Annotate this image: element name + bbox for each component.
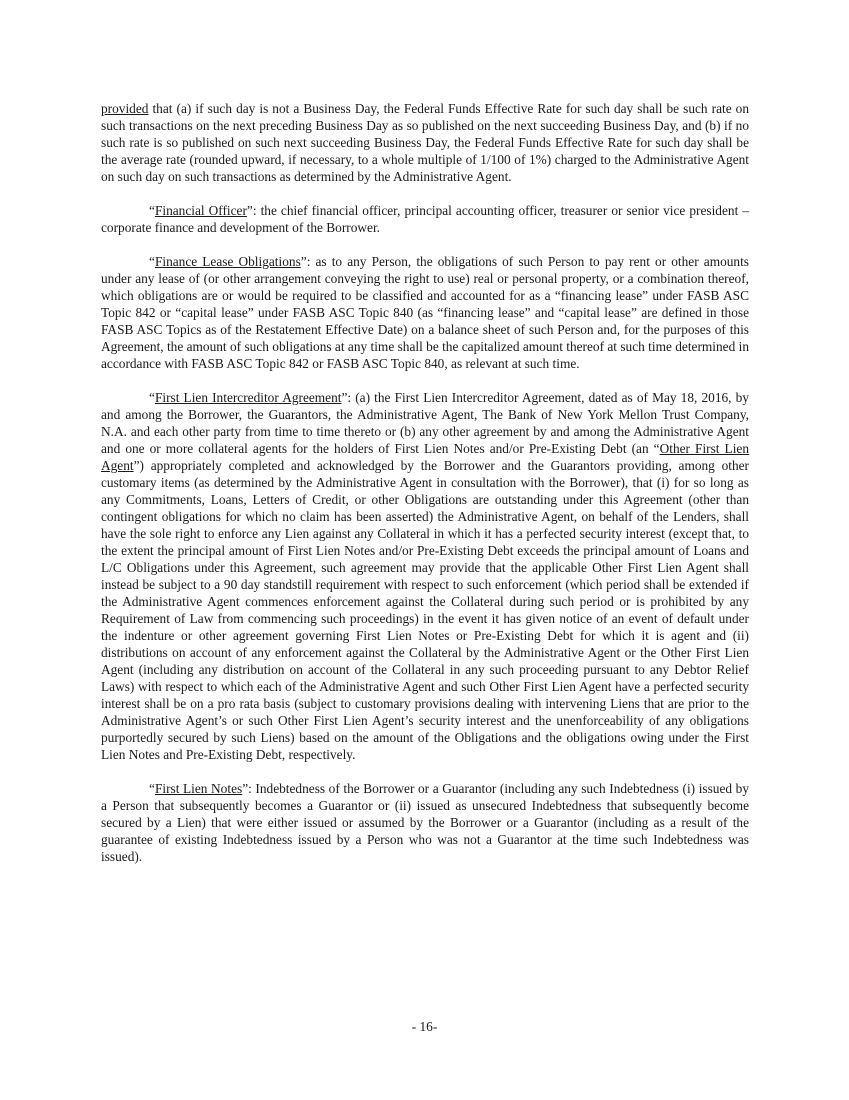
definition-financial-officer [101, 202, 749, 236]
defined-term-provided: provided [101, 101, 149, 116]
definition-first-lien-intercreditor-agreement [101, 389, 749, 763]
document-body [101, 100, 749, 882]
defined-term-first-lien-notes: First Lien Notes [154, 781, 243, 796]
defined-term-financial-officer: Financial Officer [154, 203, 247, 218]
definition-text-continued: ”) appropriately completed and acknowledged by the Borrower and the Guarantors providing, among other customary items (as determined by the Administrative Agent in consultation with the Borrower), that (i) for so long as any Commitments, Loans, Letters of Credit, or other Obligations are outstanding under this Agreement (other than contingent obligations for which no claim has been asserted) the Administrative Agent, on behalf of the Lenders, shall have the sole right to enforce any Lien against any Collateral in which it has a perfected security interest (except that, to the extent the principal amount of First Lien Notes and/or Pre-Existing Debt exceeds the principal amount of Loans and L/C Obligations under this Agreement, such agreement may provide that the applicable Other First Lien Agent shall instead be subject to a 90 day standstill requirement with respect to such enforcement (which period shall be extended if the Administrative Agent commences enforcement against the Collateral during such period or is prohibited by any Requirement of Law from commencing such proceedings) in the event it has given notice of an event of default under the indenture or other agreement governing First Lien Notes or Pre-Existing Debt for which it is agent and (ii) distributions on account of any enforcement against the Collateral by the Administrative Agent or the Other First Lien Agent (including any distribution on account of the Collateral in any such proceeding pursuant to any Debtor Relief Laws) with respect to which each of the Administrative Agent and such Other First Lien Agent have a perfected security interest shall be on a pro rata basis (subject to customary provisions dealing with intervening Liens that are prior to the Administrative Agent’s or such Other First Lien Agent’s security interest and the unenforceability of any obligations purportedly secured by such Liens) based on the amount of the Obligations and the obligations owing under the First Lien Notes and Pre-Existing Debt, respectively. [101, 458, 749, 762]
definition-text: ”: Indebtedness of the Borrower or a Guarantor (including any such Indebtedness (i) issued by a Person that subsequently becomes a Guarantor or (ii) issued as unsecured Indebtedness that subsequently become secured by a Lien) that were either issued or assumed by the Borrower or a Guarantor (including as a result of the guarantee of existing Indebtedness issued by a Person who was not a Guarantor at the time such Indebtedness was issued). [101, 781, 749, 864]
paragraph-federal-funds-proviso [101, 100, 749, 185]
definition-text: ”: the chief financial officer, principal accounting officer, treasurer or senior vice president – corporate finance and development of the Borrower. [101, 203, 749, 235]
page-number: - 16- [411, 1019, 438, 1034]
definition-first-lien-notes [101, 780, 749, 865]
definition-finance-lease-obligations [101, 253, 749, 372]
open-quote: “ [149, 203, 155, 218]
defined-term-other-first-lien-agent: Other First Lien Agent [101, 441, 750, 473]
definition-text: ”: (a) the First Lien Intercreditor Agreement, dated as of May 18, 2016, by and among the Borrower, the Guarantors, the Administrative Agent, The Bank of New York Mellon Trust Company, N.A. and each other party from time to time thereto or (b) any other agreement by and among the Administrative Agent and one or more collateral agents for the holders of First Lien Notes and/or Pre-Existing Debt (an “ [101, 390, 749, 456]
paragraph-text: that (a) if such day is not a Business Day, the Federal Funds Effective Rate for such day shall be such rate on such transactions on the next preceding Business Day as so published on the next succeeding Business Day, and (b) if no such rate is so published on such next succeeding Business Day, the Federal Funds Effective Rate for such day shall be the average rate (rounded upward, if necessary, to a whole multiple of 1/100 of 1%) charged to the Administrative Agent on such day on such transactions as determined by the Administrative Agent. [101, 101, 749, 184]
open-quote: “ [149, 781, 155, 796]
open-quote: “ [149, 254, 155, 269]
open-quote: “ [149, 390, 155, 405]
defined-term-finance-lease-obligations: Finance Lease Obligations [154, 254, 301, 269]
defined-term-first-lien-intercreditor-agreement: First Lien Intercreditor Agreement [154, 390, 342, 405]
definition-text: ”: as to any Person, the obligations of such Person to pay rent or other amounts under any lease of (or other arrangement conveying the right to use) real or personal property, or a combination thereof, which obligations are or would be required to be classified and accounted for as a “financing lease” under FASB ASC Topic 842 or “capital lease” under FASB ASC Topic 840 (as “financing lease” and “capital lease” are defined in those FASB ASC Topics as of the Restatement Effective Date) on a balance sheet of such Person and, for the purposes of this Agreement, the amount of such obligations at any time shall be the capitalized amount thereof at such time determined in accordance with FASB ASC Topic 842 or FASB ASC Topic 840, as relevant at such time. [101, 254, 749, 371]
